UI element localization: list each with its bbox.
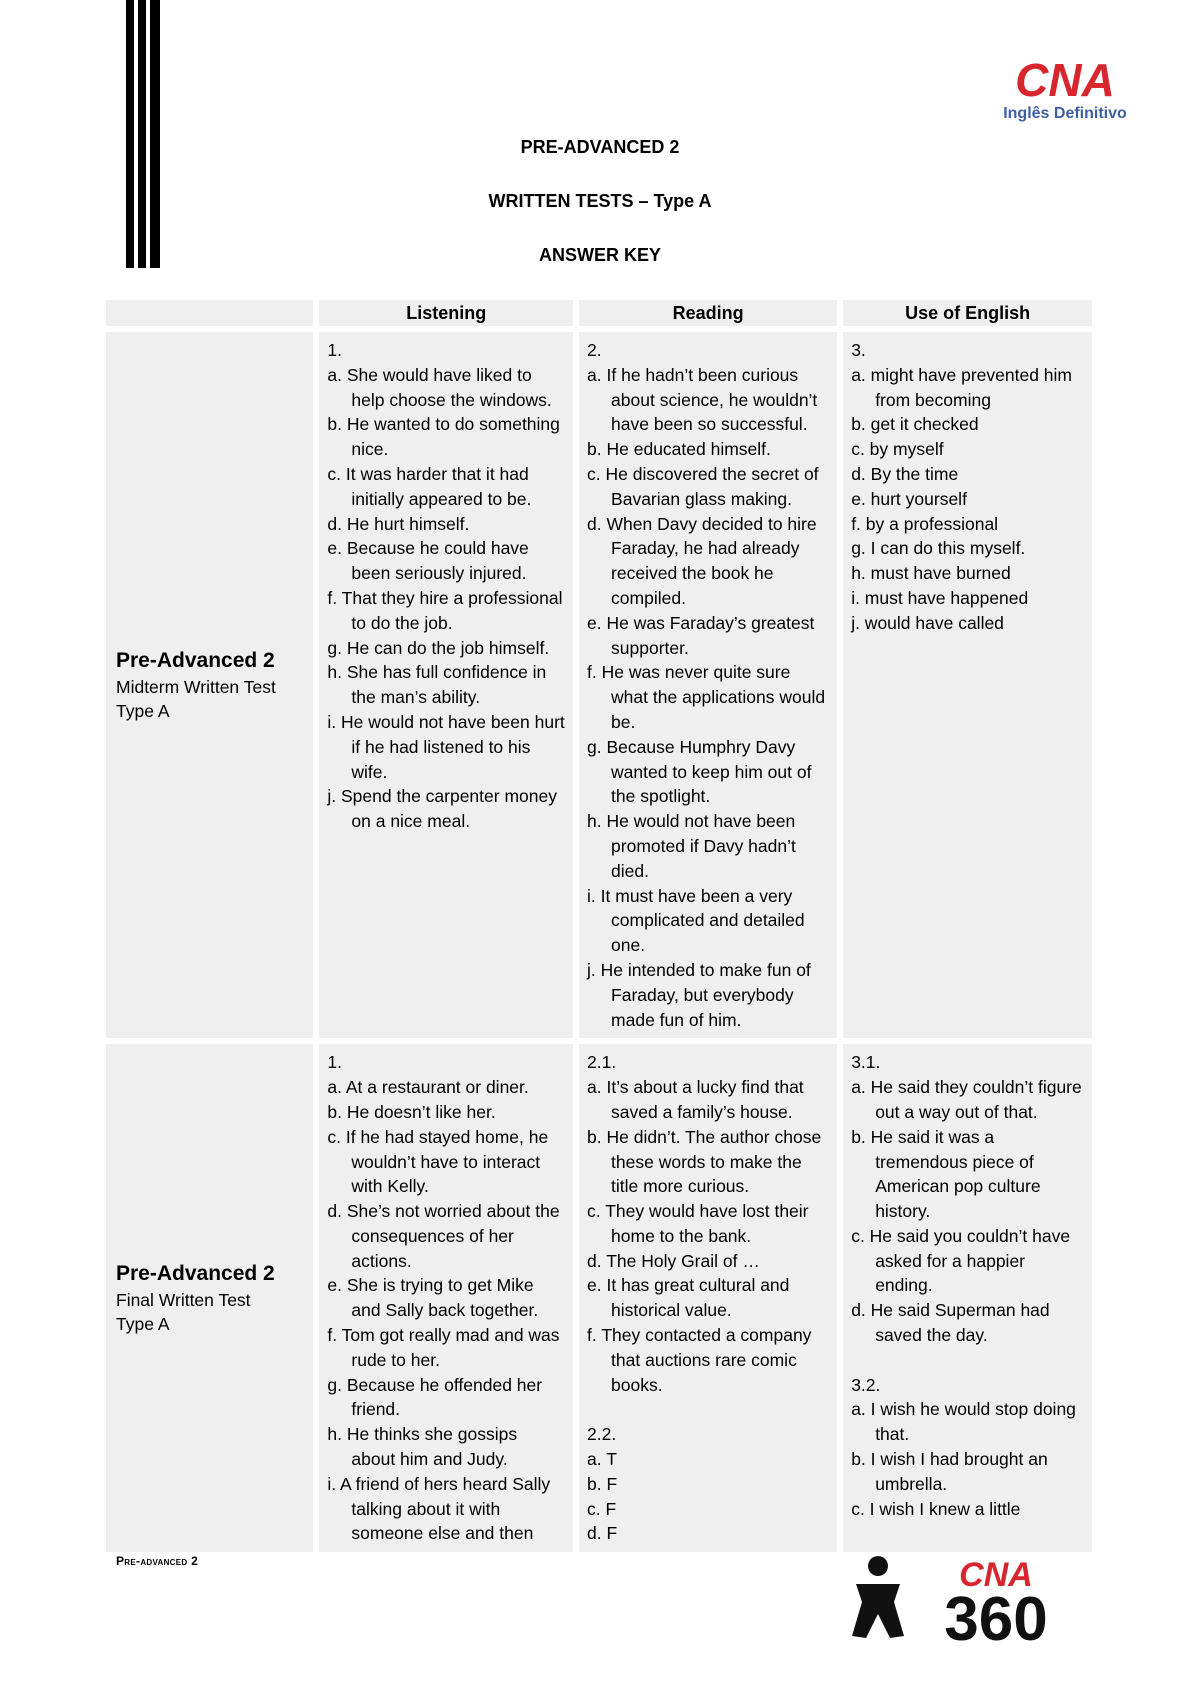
answer-line: b. I wish I had brought an umbrella. xyxy=(851,1449,1048,1494)
test-name: Midterm Written Test xyxy=(116,677,276,698)
answer-line: i. must have happened xyxy=(851,587,1029,608)
answer-line: d. He said Superman had saved the day. xyxy=(851,1300,1050,1346)
answer-line: g. I can do this myself. xyxy=(851,538,1026,559)
answer-line: 2.2. xyxy=(587,1424,617,1445)
answer-line: a. She would have liked to help choose the windows. xyxy=(327,364,552,410)
answer-line: 3.2. xyxy=(851,1374,881,1395)
answer-line: c. by myself xyxy=(851,439,944,460)
test-type: Type A xyxy=(116,701,170,722)
answer-line: e. Because he could have been seriously injured. xyxy=(327,538,529,584)
svg-text:360: 360 xyxy=(944,1585,1048,1650)
header-blank xyxy=(106,300,313,326)
answer-line: d. By the time xyxy=(851,463,959,484)
answer-line: b. get it checked xyxy=(851,414,979,435)
use-of-english-answers-cell xyxy=(843,1044,1092,1552)
answer-line: a. He said they couldn’t figure out a way out of that. xyxy=(851,1077,1082,1122)
answer-line: j. Spend the carpenter money on a nice meal. xyxy=(327,786,557,832)
answer-line: a. If he hadn’t been curious about science, he wouldn’t have been so successful. xyxy=(587,364,818,435)
test-label-cell xyxy=(106,332,313,1038)
person-icon xyxy=(852,1556,904,1638)
decorative-bars xyxy=(126,0,160,268)
test-level: Pre-Advanced 2 xyxy=(116,649,275,673)
answer-line: c. He said you couldn’t have asked for a happier ending. xyxy=(851,1225,1071,1296)
svg-text:CNA: CNA xyxy=(959,1556,1033,1594)
answer-line: h. must have burned xyxy=(851,563,1011,584)
table-header-row xyxy=(106,300,1092,326)
answer-line: e. He was Faraday’s greatest supporter. xyxy=(587,612,815,658)
answer-line: f. They contacted a company that auctions rare comic books. xyxy=(587,1325,812,1395)
answer-line: c. They would have lost their home to the bank. xyxy=(587,1201,809,1246)
answer-line: e. It has great cultural and historical value. xyxy=(587,1275,790,1321)
answer-line: c. He discovered the secret of Bavarian glass making. xyxy=(587,463,819,509)
answer-line: f. Tom got really mad and was rude to her. xyxy=(327,1325,560,1370)
answer-line: a. It’s about a lucky find that saved a family’s house. xyxy=(587,1077,804,1122)
answer-line: a. I wish he would stop doing that. xyxy=(851,1399,1076,1445)
answer-line: c. If he had stayed home, he wouldn’t have to interact with Kelly. xyxy=(327,1126,549,1197)
answer-line: c. I wish I knew a little xyxy=(851,1498,1021,1519)
answer-line: e. hurt yourself xyxy=(851,488,967,509)
answer-line: 1. xyxy=(327,1052,342,1073)
answer-line: d. The Holy Grail of … xyxy=(587,1250,760,1271)
answer-line: i. A friend of hers heard Sally talking about it with someone else and then xyxy=(327,1473,551,1544)
answer-line: h. She has full confidence in the man’s ability. xyxy=(327,662,547,708)
answer-line: d. She’s not worried about the consequences of her actions. xyxy=(327,1201,560,1271)
test-type: Type A xyxy=(116,1314,170,1335)
answer-line: 1. xyxy=(327,340,342,360)
answer-line: j. He intended to make fun of Faraday, but everybody made fun of him. xyxy=(587,959,811,1030)
answer-line: d. F xyxy=(587,1523,618,1544)
answer-line: f. by a professional xyxy=(851,513,999,534)
answer-line: a. At a restaurant or diner. xyxy=(327,1077,529,1098)
answer-line xyxy=(851,1348,1084,1373)
answer-line: e. She is trying to get Mike and Sally back together. xyxy=(327,1275,539,1321)
answer-line: 2.1. xyxy=(587,1052,617,1073)
answer-line: b. He wanted to do something nice. xyxy=(327,414,560,460)
answer-line: 3. xyxy=(851,340,866,360)
reading-answers-cell xyxy=(579,332,837,1038)
answer-line: h. He thinks she gossips about him and Judy. xyxy=(327,1424,518,1470)
answer-line: 2. xyxy=(587,340,602,360)
listening-answers-cell xyxy=(319,332,573,1038)
column-header-listening: Listening xyxy=(319,300,573,326)
answer-line: g. He can do the job himself. xyxy=(327,637,550,658)
test-label-cell xyxy=(106,1044,313,1552)
answer-line: i. It must have been a very complicated and detailed one. xyxy=(587,885,805,956)
answer-line: g. Because Humphry Davy wanted to keep him out of the spotlight. xyxy=(587,736,812,807)
test-name: Final Written Test xyxy=(116,1290,251,1311)
answer-line: b. He doesn’t like her. xyxy=(327,1101,496,1122)
answer-line: h. He would not have been promoted if Davy hadn’t died. xyxy=(587,811,796,881)
answer-line: 3.1. xyxy=(851,1052,881,1073)
cna-logo xyxy=(990,54,1140,124)
table-row xyxy=(106,1044,1092,1552)
page-subtitle: WRITTEN TESTS – Type A xyxy=(488,191,712,211)
answer-line: c. It was harder that it had initially appeared to be. xyxy=(327,463,532,509)
answer-line: d. When Davy decided to hire Faraday, he had already received the book he compiled. xyxy=(587,513,817,608)
answer-line: d. He hurt himself. xyxy=(327,513,470,534)
page-heading: ANSWER KEY xyxy=(538,245,661,265)
answer-line: b. F xyxy=(587,1473,618,1494)
answer-line: a. T xyxy=(587,1449,617,1470)
table-row xyxy=(106,332,1092,1038)
answer-line xyxy=(587,1397,829,1422)
answer-line: j. would have called xyxy=(851,612,1004,633)
answer-line: b. He said it was a tremendous piece of American pop culture history. xyxy=(851,1126,1041,1222)
answer-line: i. He would not have been hurt if he had listened to his wife. xyxy=(327,711,565,782)
answer-line: g. Because he offended her friend. xyxy=(327,1374,543,1420)
answer-key-table xyxy=(100,294,1098,1558)
svg-text:Inglês Definitivo: Inglês Definitivo xyxy=(1003,105,1127,122)
footer-label: Pre-advanced 2 xyxy=(116,1554,199,1568)
answer-line: b. He didn’t. The author chose these words to make the title more curious. xyxy=(587,1126,822,1197)
svg-text:CNA: CNA xyxy=(1015,54,1115,106)
reading-answers-cell xyxy=(579,1044,837,1552)
page-title: PRE-ADVANCED 2 xyxy=(520,137,680,157)
cna-360-logo xyxy=(846,1550,1096,1650)
listening-answers-cell xyxy=(319,1044,573,1552)
answer-line: c. F xyxy=(587,1498,617,1519)
answer-line: b. He educated himself. xyxy=(587,439,771,460)
column-header-reading: Reading xyxy=(579,300,837,326)
answer-line: f. That they hire a professional to do the job. xyxy=(327,587,563,633)
column-header-use-of-english: Use of English xyxy=(843,300,1092,326)
test-level: Pre-Advanced 2 xyxy=(116,1262,275,1286)
answer-line: f. He was never quite sure what the applications would be. xyxy=(587,662,826,732)
answer-line: a. might have prevented him from becoming xyxy=(851,364,1073,410)
use-of-english-answers-cell xyxy=(843,332,1092,1038)
